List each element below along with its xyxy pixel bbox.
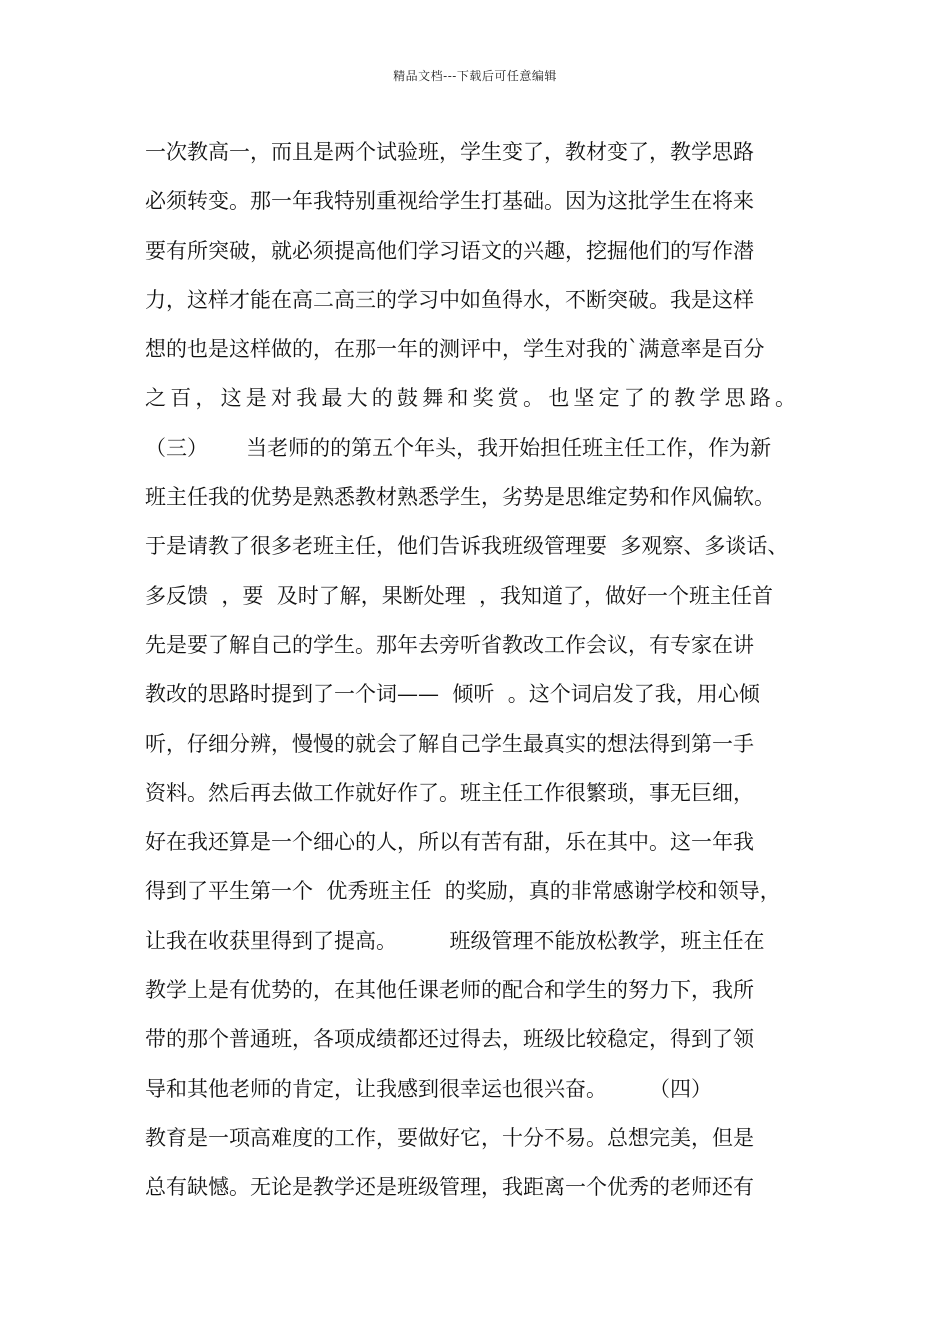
text-line: 好在我还算是一个细心的人，所以有苦有甜，乐在其中。这一年我 xyxy=(145,830,754,855)
text-line: 之百，这是对我最大的鼓舞和奖赏。也坚定了的教学思路。 xyxy=(145,386,801,411)
text-line: 于是请教了很多老班主任，他们告诉我班级管理要 多观察、多谈话、 xyxy=(145,534,789,559)
page-header: 精品文档---下载后可任意编辑 xyxy=(393,69,557,83)
text-line: （三） 当老师的的第五个年头，我开始担任班主任工作，作为新 xyxy=(145,435,772,460)
text-line: 力，这样才能在高二高三的学习中如鱼得水，不断突破。我是这样 xyxy=(145,287,754,312)
text-line: 导和其他老师的肯定，让我感到很幸运也很兴奋。 （四） xyxy=(145,1076,712,1101)
text-line: 教学上是有优势的，在其他任课老师的配合和学生的努力下，我所 xyxy=(145,978,754,1003)
text-line: 得到了平生第一个 优秀班主任 的奖励，真的非常感谢学校和领导， xyxy=(145,879,781,904)
text-line: 必须转变。那一年我特别重视给学生打基础。因为这批学生在将来 xyxy=(145,189,754,214)
text-line: 要有所突破，就必须提高他们学习语文的兴趣，挖掘他们的写作潜 xyxy=(145,238,754,263)
text-line: 一次教高一，而且是两个试验班，学生变了，教材变了，教学思路 xyxy=(145,140,754,164)
text-line: 想的也是这样做的，在那一年的测评中，学生对我的`满意率是百分 xyxy=(145,337,765,362)
text-line: 听，仔细分辨，慢慢的就会了解自己学生最真实的想法得到第一手 xyxy=(145,731,754,756)
text-line: 先是要了解自己的学生。那年去旁听省教改工作会议，有专家在讲 xyxy=(145,632,754,657)
text-line: 资料。然后再去做工作就好作了。班主任工作很繁琐，事无巨细， xyxy=(145,780,754,805)
text-line: 让我在收获里得到了提高。 班级管理不能放松教学，班主任在 xyxy=(145,928,765,953)
text-line: 多反馈 ，要 及时了解，果断处理 ，我知道了，做好一个班主任首 xyxy=(145,583,774,608)
text-line: 班主任我的优势是熟悉教材熟悉学生，劣势是思维定势和作风偏软。 xyxy=(145,485,775,510)
text-line: 教改的思路时提到了一个词—— 倾听 。这个词启发了我，用心倾 xyxy=(145,682,760,707)
text-line: 教育是一项高难度的工作，要做好它，十分不易。总想完美，但是 xyxy=(145,1125,754,1150)
text-line: 总有缺憾。无论是教学还是班级管理，我距离一个优秀的老师还有 xyxy=(145,1175,754,1200)
body-text xyxy=(145,132,825,1217)
text-line: 带的那个普通班，各项成绩都还过得去，班级比较稳定，得到了领 xyxy=(145,1027,754,1052)
